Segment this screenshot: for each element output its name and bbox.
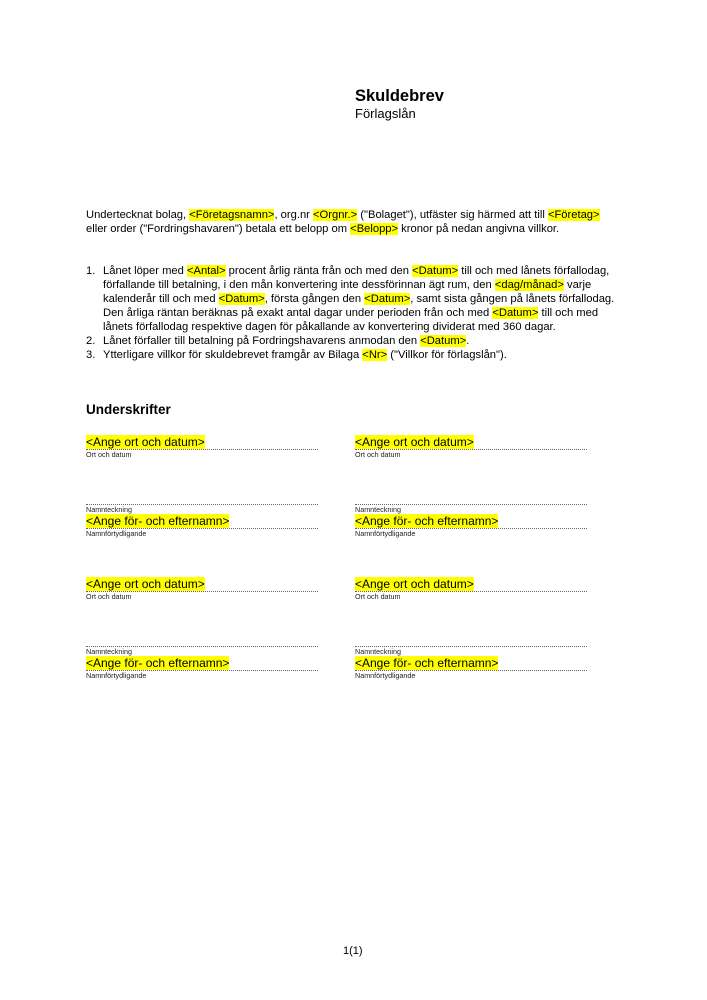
- term-text: .: [466, 335, 470, 347]
- term-number: 1.: [86, 265, 96, 277]
- place-date-caption: Ort och datum: [86, 450, 132, 459]
- term-item: [86, 264, 621, 334]
- placeholder-full-name[interactable]: <Ange för- och efternamn>: [355, 514, 499, 528]
- placeholder-place-date[interactable]: <Ange ort och datum>: [86, 435, 205, 449]
- placeholder-creditor[interactable]: <Företag>: [547, 209, 600, 221]
- placeholder-appendix-nr[interactable]: <Nr>: [362, 349, 388, 361]
- document-subtitle: Förlagslån: [355, 106, 416, 121]
- signature-caption: Namnteckning: [86, 647, 132, 656]
- term-text: till och med lånets förfallodag respektive dagen för påkallande av konvertering dividerat med 360 dagar.: [103, 307, 599, 333]
- signatures-heading: Underskrifter: [86, 402, 171, 417]
- name-caption: Namnförtydligande: [86, 529, 147, 538]
- place-date-caption: Ort och datum: [355, 450, 401, 459]
- title-block: [355, 86, 444, 122]
- page-number: 1(1): [343, 945, 363, 957]
- term-number: 2.: [86, 335, 96, 347]
- placeholder-full-name[interactable]: <Ange för- och efternamn>: [355, 656, 499, 670]
- intro-text: kronor på nedan angivna villkor.: [398, 223, 560, 235]
- signature-caption: Namnteckning: [86, 505, 132, 514]
- placeholder-company-name[interactable]: <Företagsnamn>: [189, 209, 275, 221]
- term-text: , första gången den: [264, 293, 365, 305]
- term-text: till och med lånets förfallodag, förfallande till betalning, i den mån konvertering inte dessförinnan ägt rum, den: [103, 265, 610, 291]
- term-item: [86, 348, 621, 362]
- intro-paragraph: [86, 208, 621, 236]
- placeholder-place-date[interactable]: <Ange ort och datum>: [355, 577, 474, 591]
- term-text: , samt sista gången på lånets förfallodag. Den årliga räntan beräknas på exakt antal dagar under perioden från och med: [103, 293, 615, 319]
- place-date-caption: Ort och datum: [86, 592, 132, 601]
- placeholder-day-month[interactable]: <dag/månad>: [494, 279, 564, 291]
- term-text: Lånet förfaller till betalning på Fordringshavarens anmodan den: [103, 335, 421, 347]
- placeholder-date[interactable]: <Datum>: [364, 293, 411, 305]
- term-text: ("Villkor för förlagslån").: [387, 349, 507, 361]
- name-caption: Namnförtydligande: [86, 671, 147, 680]
- signature-caption: Namnteckning: [355, 505, 401, 514]
- placeholder-rate[interactable]: <Antal>: [186, 265, 226, 277]
- intro-text: eller order ("Fordringshavaren") betala ett belopp om: [86, 223, 351, 235]
- name-caption: Namnförtydligande: [355, 671, 416, 680]
- term-text: procent årlig ränta från och med den: [225, 265, 413, 277]
- term-text: varje kalenderår till och med: [103, 279, 592, 305]
- placeholder-place-date[interactable]: <Ange ort och datum>: [355, 435, 474, 449]
- term-number: 3.: [86, 349, 96, 361]
- signature-block: [355, 577, 587, 680]
- terms-list: [86, 264, 621, 362]
- placeholder-date[interactable]: <Datum>: [492, 307, 539, 319]
- place-date-caption: Ort och datum: [355, 592, 401, 601]
- document-title: Skuldebrev: [355, 87, 444, 105]
- intro-text: , org.nr: [274, 209, 314, 221]
- signature-block: [86, 577, 318, 680]
- placeholder-place-date[interactable]: <Ange ort och datum>: [86, 577, 205, 591]
- placeholder-amount[interactable]: <Belopp>: [350, 223, 399, 235]
- signature-caption: Namnteckning: [355, 647, 401, 656]
- placeholder-full-name[interactable]: <Ange för- och efternamn>: [86, 656, 230, 670]
- term-text: Lånet löper med: [103, 265, 187, 277]
- intro-text: Undertecknat bolag,: [86, 209, 190, 221]
- term-text: Ytterligare villkor för skuldebrevet framgår av Bilaga: [103, 349, 363, 361]
- signature-block: [86, 435, 318, 538]
- placeholder-orgnr[interactable]: <Orgnr.>: [313, 209, 358, 221]
- placeholder-full-name[interactable]: <Ange för- och efternamn>: [86, 514, 230, 528]
- placeholder-date[interactable]: <Datum>: [412, 265, 459, 277]
- name-caption: Namnförtydligande: [355, 529, 416, 538]
- intro-text: ("Bolaget"), utfäster sig härmed att till: [357, 209, 548, 221]
- placeholder-date[interactable]: <Datum>: [420, 335, 467, 347]
- term-item: [86, 334, 621, 348]
- signature-block: [355, 435, 587, 538]
- placeholder-date[interactable]: <Datum>: [218, 293, 265, 305]
